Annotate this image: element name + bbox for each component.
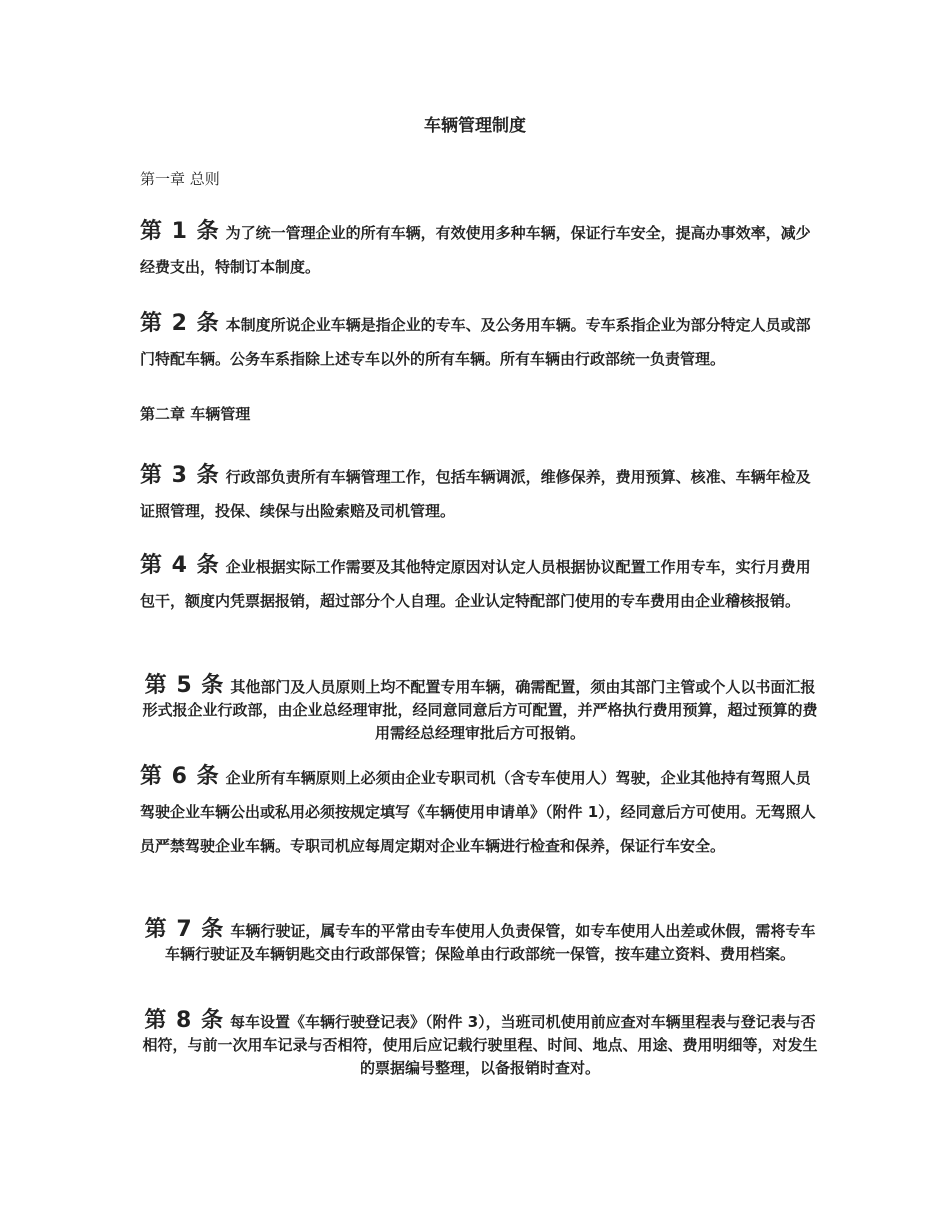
- article-2: [140, 307, 820, 376]
- article-7: [140, 918, 820, 966]
- article-number: 第 1 条: [140, 219, 220, 244]
- article-number: 第 3 条: [140, 463, 220, 488]
- chapter-heading-2: 第二章 车辆管理: [140, 405, 251, 423]
- document-title: 车辆管理制度: [424, 116, 526, 136]
- article-3: [140, 459, 820, 528]
- article-6: [140, 760, 820, 863]
- chapter-heading-1: 第一章 总则: [140, 170, 220, 188]
- article-text: 为了统一管理企业的所有车辆，有效使用多种车辆，保证行车安全，提高办事效率，减少经费支出，特制订本制度。: [140, 224, 811, 276]
- article-number: 第 7 条: [144, 917, 225, 942]
- article-text: 其他部门及人员原则上均不配置专用车辆，确需配置，须由其部门主管或个人以书面汇报形式报企业行政部，由企业总经理审批，经同意同意后方可配置，并严格执行费用预算，超过预算的费用需经总经理审批后方可报销。: [142, 678, 818, 742]
- article-text: 车辆行驶证，属专车的平常由专车使用人负责保管，如专车使用人出差或休假，需将专车车辆行驶证及车辆钥匙交由行政部保管；保险单由行政部统一保管，按车建立资料、费用档案。: [164, 922, 816, 963]
- article-text: 每车设置《车辆行驶登记表》（附件 3），当班司机使用前应查对车辆里程表与登记表与否相符，与前一次用车记录与否相符，使用后应记载行驶里程、时间、地点、用途、费用明细等，对发生的票据编号整理，以备报销时查对。: [142, 1013, 818, 1077]
- article-text: 行政部负责所有车辆管理工作，包括车辆调派，维修保养，费用预算、核准、车辆年检及证照管理，投保、续保与出险索赔及司机管理。: [140, 468, 811, 520]
- article-5: [140, 674, 820, 745]
- article-4: [140, 549, 820, 618]
- article-number: 第 5 条: [144, 673, 225, 698]
- article-number: 第 4 条: [140, 553, 220, 578]
- article-text: 本制度所说企业车辆是指企业的专车、及公务用车辆。专车系指企业为部分特定人员或部门特配车辆。公务车系指除上述专车以外的所有车辆。所有车辆由行政部统一负责管理。: [140, 316, 811, 368]
- article-text: 企业根据实际工作需要及其他特定原因对认定人员根据协议配置工作用专车，实行月费用包干，额度内凭票据报销，超过部分个人自理。企业认定特配部门使用的专车费用由企业稽核报销。: [140, 558, 811, 610]
- article-text: 企业所有车辆原则上必须由企业专职司机（含专车使用人）驾驶，企业其他持有驾照人员驾驶企业车辆公出或私用必须按规定填写《车辆使用申请单》（附件 1），经同意后方可使用。无驾照人员严禁驾驶企业车辆。专职司机应每周定期对企业车辆进行检查和保养，保证行车安全。: [140, 769, 816, 855]
- article-1: [140, 215, 820, 284]
- article-number: 第 2 条: [140, 311, 220, 336]
- article-8: [140, 1009, 820, 1080]
- article-number: 第 6 条: [140, 764, 220, 789]
- article-number: 第 8 条: [144, 1008, 224, 1033]
